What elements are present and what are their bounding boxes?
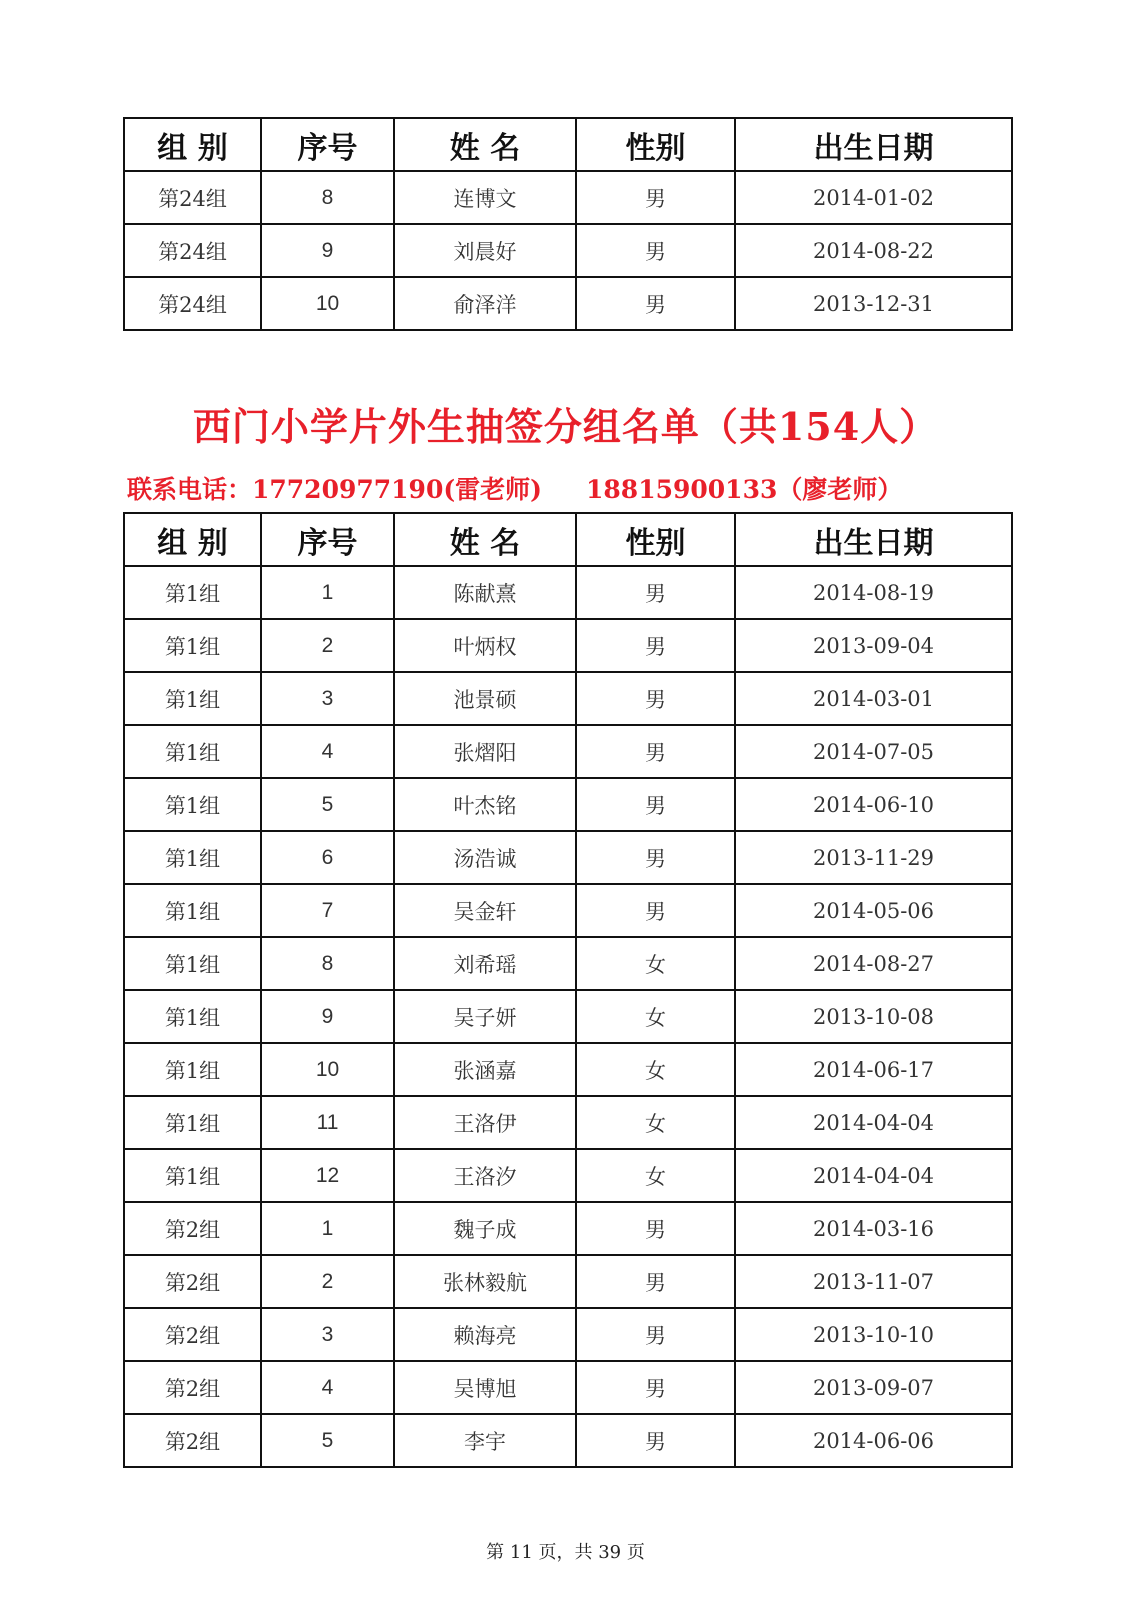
- cell-gender: 男: [576, 672, 735, 725]
- cell-gender: 女: [576, 1043, 735, 1096]
- cell-group: 第2组: [124, 1414, 261, 1467]
- cell-name: 俞泽洋: [394, 277, 576, 330]
- header-name: 姓 名: [394, 513, 576, 566]
- cell-group: 第1组: [124, 831, 261, 884]
- cell-gender: 男: [576, 1202, 735, 1255]
- cell-seq: 9: [261, 990, 394, 1043]
- table-header-row: [124, 513, 1012, 566]
- cell-seq: 1: [261, 566, 394, 619]
- cell-gender: 男: [576, 1361, 735, 1414]
- cell-birthdate: 2014-07-05: [735, 725, 1012, 778]
- cell-gender: 男: [576, 831, 735, 884]
- table-header-row: [124, 118, 1012, 171]
- cell-gender: 男: [576, 619, 735, 672]
- cell-name: 叶杰铭: [394, 778, 576, 831]
- table-row: [124, 1308, 1012, 1361]
- cell-name: 吴博旭: [394, 1361, 576, 1414]
- header-name: 姓 名: [394, 118, 576, 171]
- cell-birthdate: 2013-11-29: [735, 831, 1012, 884]
- cell-group: 第1组: [124, 778, 261, 831]
- cell-group: 第24组: [124, 277, 261, 330]
- cell-gender: 女: [576, 937, 735, 990]
- cell-birthdate: 2013-10-08: [735, 990, 1012, 1043]
- cell-group: 第1组: [124, 884, 261, 937]
- table-row: [124, 277, 1012, 330]
- cell-group: 第24组: [124, 171, 261, 224]
- cell-birthdate: 2014-06-17: [735, 1043, 1012, 1096]
- page-footer: 第 11 页，共 39 页: [486, 1542, 645, 1563]
- table-row: [124, 937, 1012, 990]
- table-row: [124, 566, 1012, 619]
- cell-birthdate: 2013-09-07: [735, 1361, 1012, 1414]
- cell-name: 陈献熹: [394, 566, 576, 619]
- table-row: [124, 672, 1012, 725]
- cell-name: 刘晨好: [394, 224, 576, 277]
- cell-birthdate: 2013-12-31: [735, 277, 1012, 330]
- section-title: 西门小学片外生抽签分组名单（共154人）: [192, 404, 939, 449]
- contact-phone-2: 18815900133（廖老师）: [586, 475, 903, 504]
- cell-seq: 5: [261, 778, 394, 831]
- cell-birthdate: 2014-08-27: [735, 937, 1012, 990]
- cell-name: 池景硕: [394, 672, 576, 725]
- table-row: [124, 990, 1012, 1043]
- cell-group: 第1组: [124, 725, 261, 778]
- cell-birthdate: 2014-08-22: [735, 224, 1012, 277]
- header-seq: 序号: [261, 118, 394, 171]
- cell-birthdate: 2013-10-10: [735, 1308, 1012, 1361]
- header-gender: 性别: [576, 118, 735, 171]
- cell-group: 第1组: [124, 937, 261, 990]
- table-row: [124, 1202, 1012, 1255]
- cell-name: 叶炳权: [394, 619, 576, 672]
- cell-group: 第1组: [124, 672, 261, 725]
- table-row: [124, 1361, 1012, 1414]
- cell-seq: 11: [261, 1096, 394, 1149]
- cell-gender: 男: [576, 566, 735, 619]
- cell-seq: 3: [261, 672, 394, 725]
- table-row: [124, 224, 1012, 277]
- cell-birthdate: 2013-09-04: [735, 619, 1012, 672]
- cell-group: 第2组: [124, 1255, 261, 1308]
- contact-phone-1: 联系电话：17720977190(雷老师): [127, 475, 543, 504]
- cell-name: 张熠阳: [394, 725, 576, 778]
- cell-birthdate: 2014-03-16: [735, 1202, 1012, 1255]
- cell-name: 王洛汐: [394, 1149, 576, 1202]
- table-row: [124, 725, 1012, 778]
- cell-gender: 男: [576, 1308, 735, 1361]
- cell-name: 汤浩诚: [394, 831, 576, 884]
- header-group: 组 别: [124, 118, 261, 171]
- header-group: 组 别: [124, 513, 261, 566]
- header-seq: 序号: [261, 513, 394, 566]
- cell-name: 张林毅航: [394, 1255, 576, 1308]
- cell-group: 第1组: [124, 1149, 261, 1202]
- cell-seq: 4: [261, 725, 394, 778]
- cell-birthdate: 2014-06-10: [735, 778, 1012, 831]
- cell-name: 连博文: [394, 171, 576, 224]
- cell-group: 第2组: [124, 1202, 261, 1255]
- cell-seq: 8: [261, 937, 394, 990]
- header-birthdate: 出生日期: [735, 513, 1012, 566]
- cell-group: 第1组: [124, 619, 261, 672]
- cell-birthdate: 2014-03-01: [735, 672, 1012, 725]
- cell-gender: 男: [576, 725, 735, 778]
- cell-name: 李宇: [394, 1414, 576, 1467]
- cell-seq: 10: [261, 277, 394, 330]
- table-row: [124, 884, 1012, 937]
- table-row: [124, 831, 1012, 884]
- cell-seq: 2: [261, 619, 394, 672]
- cell-birthdate: 2014-06-06: [735, 1414, 1012, 1467]
- table-row: [124, 1043, 1012, 1096]
- roster-table: [123, 512, 1013, 1468]
- cell-seq: 8: [261, 171, 394, 224]
- cell-seq: 12: [261, 1149, 394, 1202]
- cell-birthdate: 2014-01-02: [735, 171, 1012, 224]
- cell-seq: 7: [261, 884, 394, 937]
- cell-seq: 9: [261, 224, 394, 277]
- cell-group: 第24组: [124, 224, 261, 277]
- cell-gender: 男: [576, 778, 735, 831]
- cell-group: 第1组: [124, 566, 261, 619]
- cell-seq: 4: [261, 1361, 394, 1414]
- cell-group: 第2组: [124, 1361, 261, 1414]
- header-birthdate: 出生日期: [735, 118, 1012, 171]
- table-row: [124, 619, 1012, 672]
- table-row: [124, 1414, 1012, 1467]
- cell-name: 王洛伊: [394, 1096, 576, 1149]
- cell-name: 魏子成: [394, 1202, 576, 1255]
- header-gender: 性别: [576, 513, 735, 566]
- cell-seq: 2: [261, 1255, 394, 1308]
- cell-group: 第2组: [124, 1308, 261, 1361]
- cell-name: 吴子妍: [394, 990, 576, 1043]
- contact-line: [127, 470, 902, 506]
- cell-birthdate: 2013-11-07: [735, 1255, 1012, 1308]
- cell-group: 第1组: [124, 990, 261, 1043]
- cell-birthdate: 2014-05-06: [735, 884, 1012, 937]
- cell-group: 第1组: [124, 1043, 261, 1096]
- roster-table-continued: [123, 117, 1013, 331]
- cell-gender: 男: [576, 1255, 735, 1308]
- cell-name: 赖海亮: [394, 1308, 576, 1361]
- cell-gender: 女: [576, 1149, 735, 1202]
- cell-birthdate: 2014-04-04: [735, 1096, 1012, 1149]
- cell-gender: 男: [576, 277, 735, 330]
- cell-gender: 男: [576, 884, 735, 937]
- cell-seq: 1: [261, 1202, 394, 1255]
- cell-birthdate: 2014-08-19: [735, 566, 1012, 619]
- cell-seq: 10: [261, 1043, 394, 1096]
- cell-name: 刘希瑶: [394, 937, 576, 990]
- cell-gender: 男: [576, 1414, 735, 1467]
- cell-gender: 女: [576, 1096, 735, 1149]
- table-row: [124, 1149, 1012, 1202]
- table-row: [124, 1255, 1012, 1308]
- cell-seq: 3: [261, 1308, 394, 1361]
- cell-seq: 5: [261, 1414, 394, 1467]
- cell-birthdate: 2014-04-04: [735, 1149, 1012, 1202]
- cell-name: 吴金轩: [394, 884, 576, 937]
- cell-gender: 女: [576, 990, 735, 1043]
- cell-gender: 男: [576, 224, 735, 277]
- cell-group: 第1组: [124, 1096, 261, 1149]
- table-row: [124, 1096, 1012, 1149]
- cell-seq: 6: [261, 831, 394, 884]
- table-row: [124, 778, 1012, 831]
- cell-name: 张涵嘉: [394, 1043, 576, 1096]
- table-row: [124, 171, 1012, 224]
- cell-gender: 男: [576, 171, 735, 224]
